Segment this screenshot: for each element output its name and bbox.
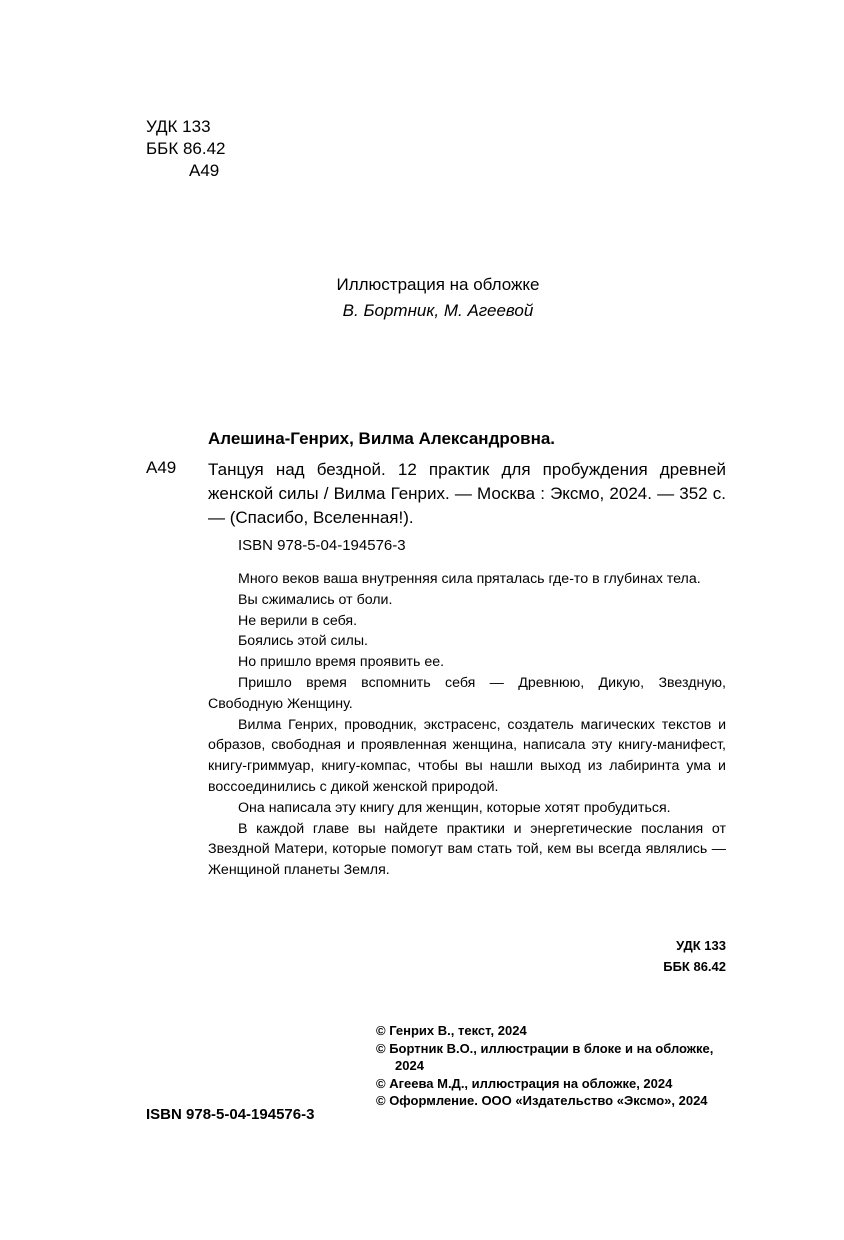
annotation-paragraph: Не верили в себя. <box>238 612 358 629</box>
copyright-item: © Оформление. ООО «Издательство «Эксмо», 2024 <box>376 1093 708 1108</box>
bbk-code: ББК 86.42 <box>146 139 226 158</box>
illustration-credit-names: В. Бортник, М. Агеевой <box>342 301 534 320</box>
annotation-paragraph: Боялись этой силы. <box>238 633 368 650</box>
illustration-credit-label: Иллюстрация на обложке <box>336 275 540 294</box>
copyright-item: © Агеева М.Д., иллюстрация на обложке, 2024 <box>376 1075 673 1091</box>
isbn-bottom: ISBN 978-5-04-194576-3 <box>146 1106 315 1123</box>
author-code: А49 <box>189 161 220 180</box>
annotation-paragraph: В каждой главе вы найдете практики и энергетические послания от Звездной Матери, которые помогут вам стать той, кем вы всегда являлись — Женщиной планеты Земля. <box>208 820 726 879</box>
bibliographic-author-code: А49 <box>146 458 177 477</box>
classification-bottom <box>580 935 726 977</box>
author-heading: Алешина-Генрих, Вилма Александровна. <box>208 429 556 448</box>
annotation-paragraph: Вилма Генрих, проводник, экстрасенс, создатель магических текстов и образов, свободная и проявленная женщина, написала эту книгу-манифест, книгу-гриммуар, книгу-компас, чтобы вы нашли выход из лабиринта ума и воссоединились с дикой женской природой. <box>208 716 726 795</box>
title-description-text: Танцуя над бездной. 12 практик для пробуждения древней женской силы / Вилма Генрих. — Москва : Эксмо, 2024. — 352 с. — (Спасибо, Вселенная!). <box>208 460 726 527</box>
title-description <box>208 458 726 530</box>
classification-block <box>146 116 225 182</box>
copyright-list <box>376 1022 728 1110</box>
annotation-paragraph: Она написала эту книгу для женщин, которые хотят пробудиться. <box>238 799 671 816</box>
illustration-credit <box>200 272 676 324</box>
annotation-paragraph: Но пришло время проявить ее. <box>238 654 445 671</box>
isbn-inline: ISBN 978-5-04-194576-3 <box>238 537 406 554</box>
annotation <box>208 569 726 881</box>
annotation-paragraph: Много веков ваша внутренняя сила пряталась где-то в глубинах тела. <box>238 571 701 587</box>
udk-code: УДК 133 <box>146 117 211 136</box>
bbk-code-bottom: ББК 86.42 <box>663 959 726 974</box>
udk-code-bottom: УДК 133 <box>676 938 726 953</box>
annotation-paragraph: Пришло время вспомнить себя — Древнюю, Дикую, Звездную, Свободную Женщину. <box>208 674 726 712</box>
annotation-paragraph: Вы сжимались от боли. <box>238 591 393 608</box>
copyright-item: © Бортник В.О., иллюстрации в блоке и на обложке, 2024 <box>376 1040 714 1073</box>
copyright-item: © Генрих В., текст, 2024 <box>376 1023 527 1038</box>
